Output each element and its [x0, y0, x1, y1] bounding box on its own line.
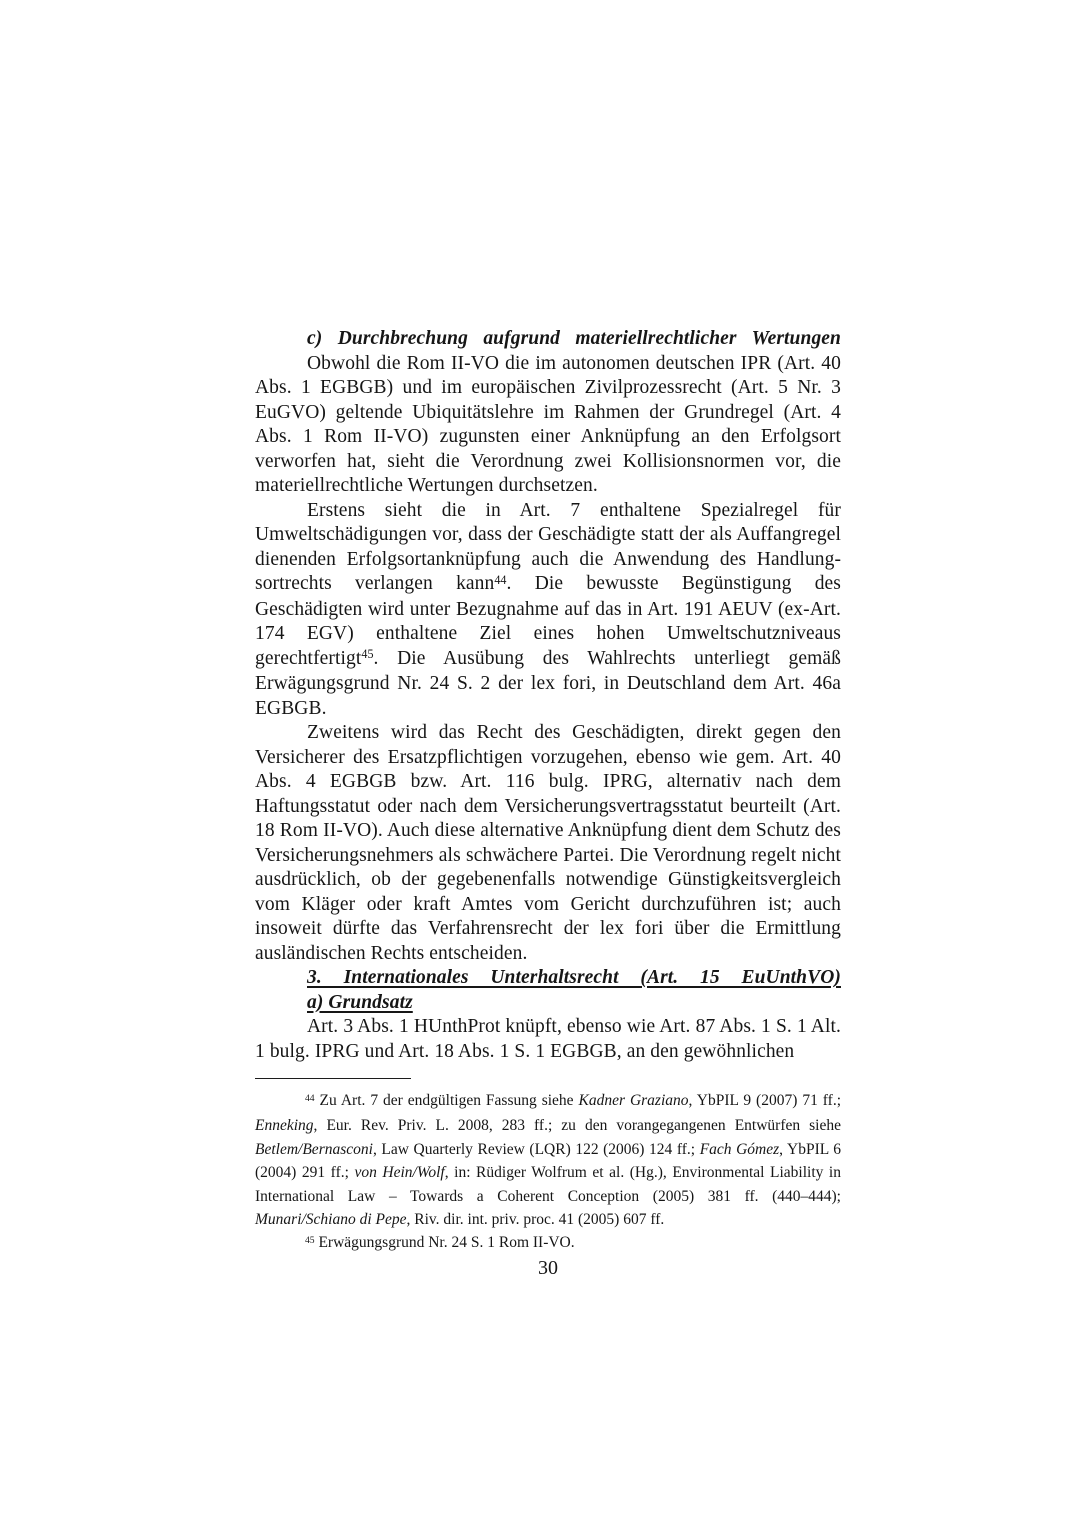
text-run: Betlem/Bernasconi	[255, 1140, 373, 1158]
paragraph-1	[255, 352, 841, 499]
text-run: c) Durchbrechung aufgrund materiellrechtlicher Wertungen	[307, 328, 841, 349]
text-run: Erstens sieht die in Art. 7 enthaltene Spezialregel für Umweltschädigungen vor, dass der Geschädigte statt der als Auffangregel dienenden Erfolgsortanknüpfung auch die Anwendung des Handlungsortrechts verlangen kann	[255, 499, 841, 594]
page-number: 30	[538, 1256, 558, 1279]
text-run: von Hein/Wolf	[354, 1164, 445, 1182]
paragraph-2	[255, 499, 841, 722]
footnote-45	[255, 1231, 841, 1256]
text-run: Fach Gómez	[699, 1140, 780, 1158]
text-run: Zweitens wird das Recht des Geschädigten, direkt gegen den Versicherer des Ersatzpflichtigen vorzugehen, ebenso wie gem. Art. 40 Abs. 4 EGBGB bzw. Art. 116 bulg. IPRG, alternativ nach dem Haftungsstatut oder nach dem Versicherungsvertragsstatut beurteilt (Art. 18 Rom II-VO). Auch diese alternative Anknüpfung dient dem Schutz des Versicherungsnehmers als schwächere Partei. Die Verordnung regelt nicht ausdrücklich, ob der gegebenenfalls notwendige Günstigkeitsvergleich vom Kläger oder kraft Amtes vom Gericht durchzuführen ist; auch insoweit dürfte das Verfahrensrecht der lex fori über die Ermittlung ausländischen Rechts entscheiden.	[255, 722, 841, 964]
paragraph-4	[255, 1015, 841, 1064]
text-run: , Eur. Rev. Priv. L. 2008, 283 ff.; zu den vorangegangenen Entwürfen siehe	[313, 1117, 841, 1135]
footnote-marker: 45	[305, 1235, 315, 1247]
text-run: Kadner Graziano	[578, 1092, 689, 1109]
footnote-44	[255, 1089, 841, 1231]
superscript-reference: 44	[494, 572, 507, 587]
text-run: , in: Rüdiger Wolfrum et al. (Hg.), Environmental Liability in International Law – Towards a Coherent Conception (2005) 381 ff. (440–444);	[255, 1164, 841, 1205]
section-heading-3	[255, 966, 841, 991]
footnotes	[255, 1089, 841, 1257]
section-heading-a	[255, 991, 841, 1016]
text-run: Art. 3 Abs. 1 HUnthProt knüpft, ebenso wie Art. 87 Abs. 1 S. 1 Alt. 1 bulg. IPRG und Art. 18 Abs. 1 S. 1 EGBGB, an den gewöhnlichen	[255, 1016, 841, 1062]
text-run: a) Grundsatz	[307, 991, 413, 1013]
text-run: 3. Internationales Unterhaltsrecht (Art. 15 EuUnthVO)	[307, 967, 841, 988]
text-run: , Law Quarterly Review (LQR) 122 (2006) 124 ff.;	[372, 1140, 700, 1158]
footnote-separator	[255, 1078, 411, 1079]
text-run: Zu Art. 7 der endgültigen Fassung siehe	[314, 1092, 579, 1109]
text-column	[255, 327, 841, 1280]
text-run: . Die bewusste Begünstigung des Geschädigten wird unter Bezugnahme auf das in Art. 191 AEUV (ex-Art. 174 EGV) enthaltene Ziel eines hohen Umweltschutzniveaus gerechtfertigt	[255, 573, 841, 669]
text-run: , YbPIL 9 (2007) 71 ff.;	[688, 1092, 842, 1109]
section-heading-c	[255, 327, 841, 352]
text-run: Enneking	[255, 1117, 314, 1135]
footnote-marker: 44	[305, 1092, 315, 1104]
text-run: Erwägungsgrund Nr. 24 S. 1 Rom II-VO.	[314, 1234, 575, 1252]
text-run: , Riv. dir. int. priv. proc. 41 (2005) 607 ff.	[406, 1211, 665, 1229]
paragraph-3	[255, 721, 841, 966]
text-run: . Die Ausübung des Wahlrechts unterliegt gemäß Erwägungsgrund Nr. 24 S. 2 der lex fori, in Deutschland dem Art. 46a EGBGB.	[255, 647, 841, 719]
text-body	[255, 327, 841, 1064]
text-run: Munari/Schiano di Pepe	[255, 1211, 407, 1229]
superscript-reference: 45	[361, 647, 374, 662]
text-run: , YbPIL 6 (2004) 291 ff.;	[255, 1140, 841, 1182]
text-run: Obwohl die Rom II-VO die im autonomen deutschen IPR (Art. 40 Abs. 1 EGBGB) und im europäischen Zivilprozessrecht (Art. 5 Nr. 3 EuGVO) geltende Ubiquitätslehre im Rahmen der Grundregel (Art. 4 Abs. 1 Rom II-VO) zugunsten einer Anknüpfung an den Erfolgsort verworfen hat, sieht die Verordnung zwei Kollisionsnormen vor, die materiellrechtliche Wertungen durchsetzen.	[255, 352, 841, 496]
